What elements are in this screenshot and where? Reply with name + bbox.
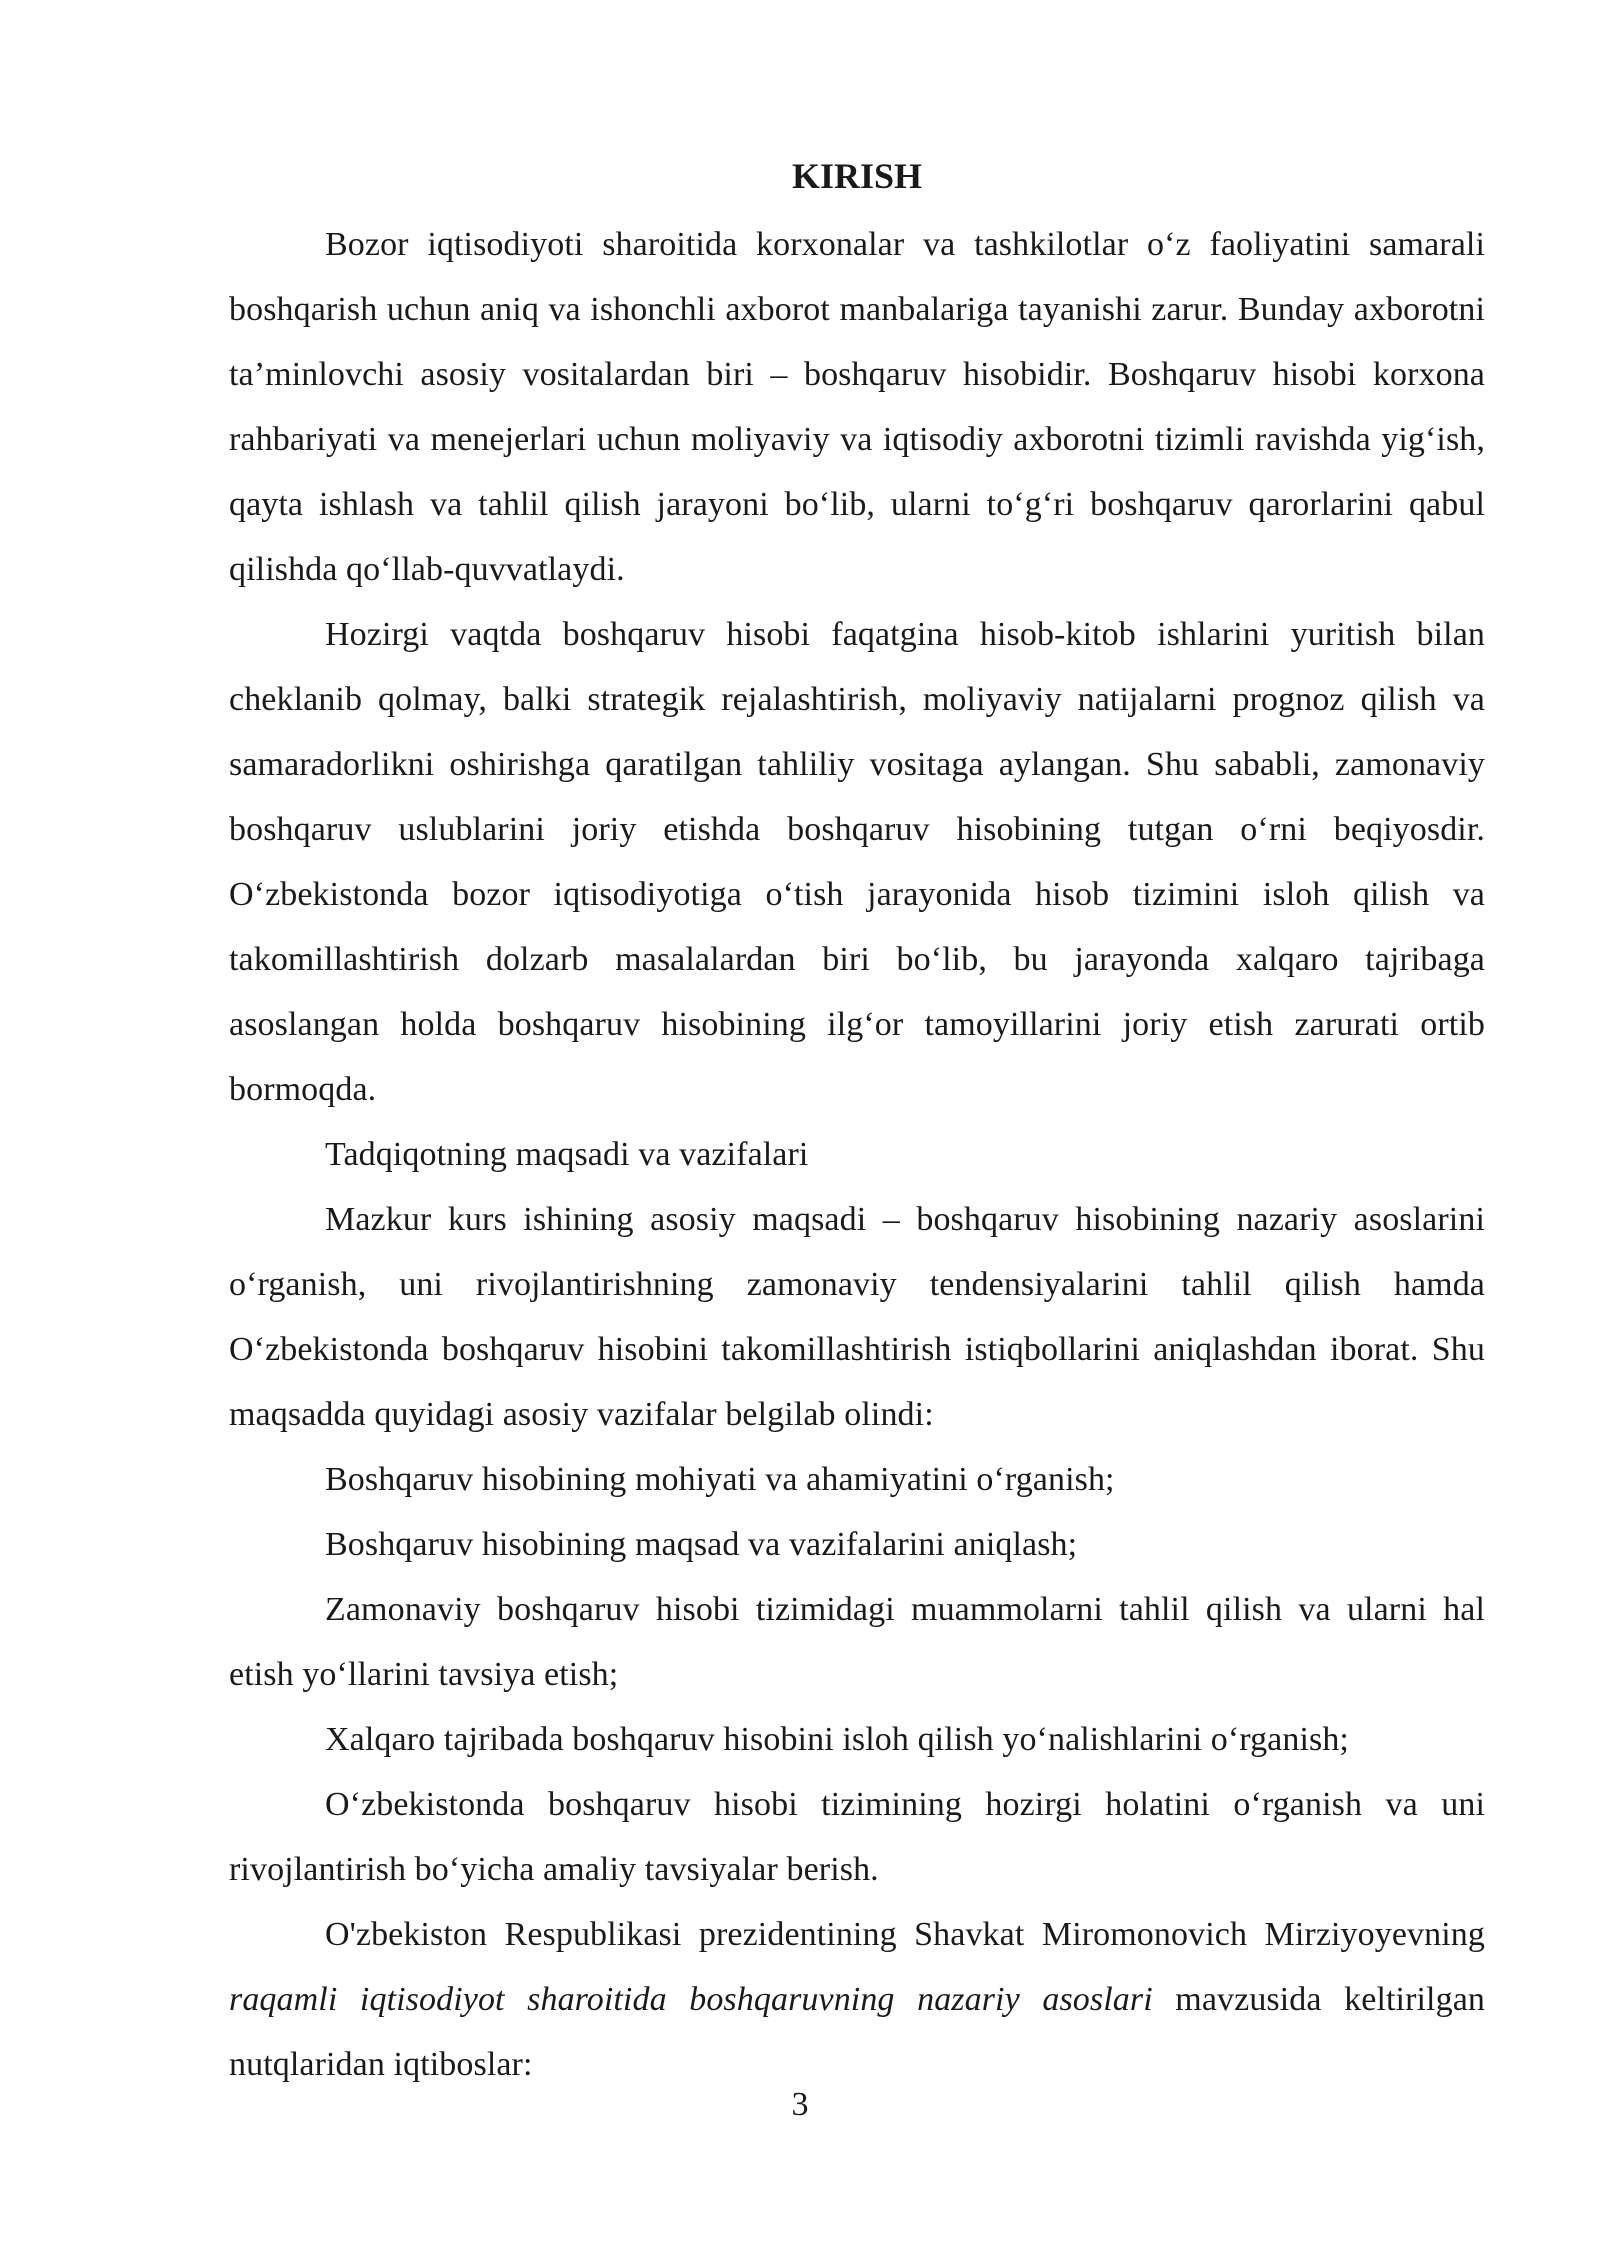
quotes-intro-topic: raqamli iqtisodiyot sharoitida boshqaruvning nazariy asoslari [229,1981,1153,2018]
task-item-3: Zamonaviy boshqaruv hisobi tizimidagi muammolarni tahlil qilish va ularni hal etish yo‘llarini tavsiya etish; [229,1591,1485,1693]
paragraph-intro: Bozor iqtisodiyoti sharoitida korxonalar va tashkilotlar o‘z faoliyatini samarali boshqarish uchun aniq va ishonchli axborot manbalariga tayanishi zarur. Bunday axborotni ta’minlovchi asosiy vositalardan biri – boshqaruv hisobidir. Boshqaruv hisobi korxona rahbariyati va menejerlari uchun moliyaviy va iqtisodiy axborotni tizimli ravishda yig‘ish, qayta ishlash va tahlil qilish jarayoni bo‘lib, ularni to‘g‘ri boshqaruv qarorlarini qabul qilishda qo‘llab-quvvatlaydi. [229,226,1485,588]
page-title: KIRISH [791,156,923,196]
page-number: 3 [791,2086,809,2123]
quotes-intro-start: O'zbekiston Respublikasi prezidentining Shavkat Miromonovich Mirziyoyevning [325,1916,1485,1953]
paragraph-quotes-intro [229,1902,1485,2097]
task-item-4: Xalqaro tajribada boshqaruv hisobini isloh qilish yo‘nalishlarini o‘rganish; [325,1721,1349,1758]
paragraph-current-state: Hozirgi vaqtda boshqaruv hisobi faqatgina hisob-kitob ishlarini yuritish bilan cheklanib qolmay, balki strategik rejalashtirish, moliyaviy natijalarni prognoz qilish va samaradorlikni oshirishga qaratilgan tahliliy vositaga aylangan. Shu sababli, zamonaviy boshqaruv uslublarini joriy etishda boshqaruv hisobining tutgan o‘rni beqiyosdir. O‘zbekistonda bozor iqtisodiyotiga o‘tish jarayonida hisob tizimini isloh qilish va takomillashtirish dolzarb masalalardan biri bo‘lib, bu jarayonda xalqaro tajribaga asoslangan holda boshqaruv hisobining ilg‘or tamoyillarini joriy etish zarurati ortib bormoqda. [229,616,1485,1108]
document-body [229,150,1485,2097]
task-item-1: Boshqaruv hisobining mohiyati va ahamiyatini o‘rganish; [325,1461,1115,1498]
paragraph-goal: Mazkur kurs ishining asosiy maqsadi – boshqaruv hisobining nazariy asoslarini o‘rganish, uni rivojlantirishning zamonaviy tendensiyalarini tahlil qilish hamda O‘zbekistonda boshqaruv hisobini takomillashtirish istiqbollarini aniqlashdan iborat. Shu maqsadda quyidagi asosiy vazifalar belgilab olindi: [229,1201,1485,1433]
quotes-intro-end: mavzusida keltirilgan nutqlaridan iqtiboslar: [229,1981,1485,2083]
task-item-2: Boshqaruv hisobining maqsad va vazifalarini aniqlash; [325,1526,1078,1563]
section-heading-goals: Tadqiqotning maqsadi va vazifalari [325,1136,809,1173]
task-item-5: O‘zbekistonda boshqaruv hisobi tizimining hozirgi holatini o‘rganish va uni rivojlantirish bo‘yicha amaliy tavsiyalar berish. [229,1786,1485,1888]
